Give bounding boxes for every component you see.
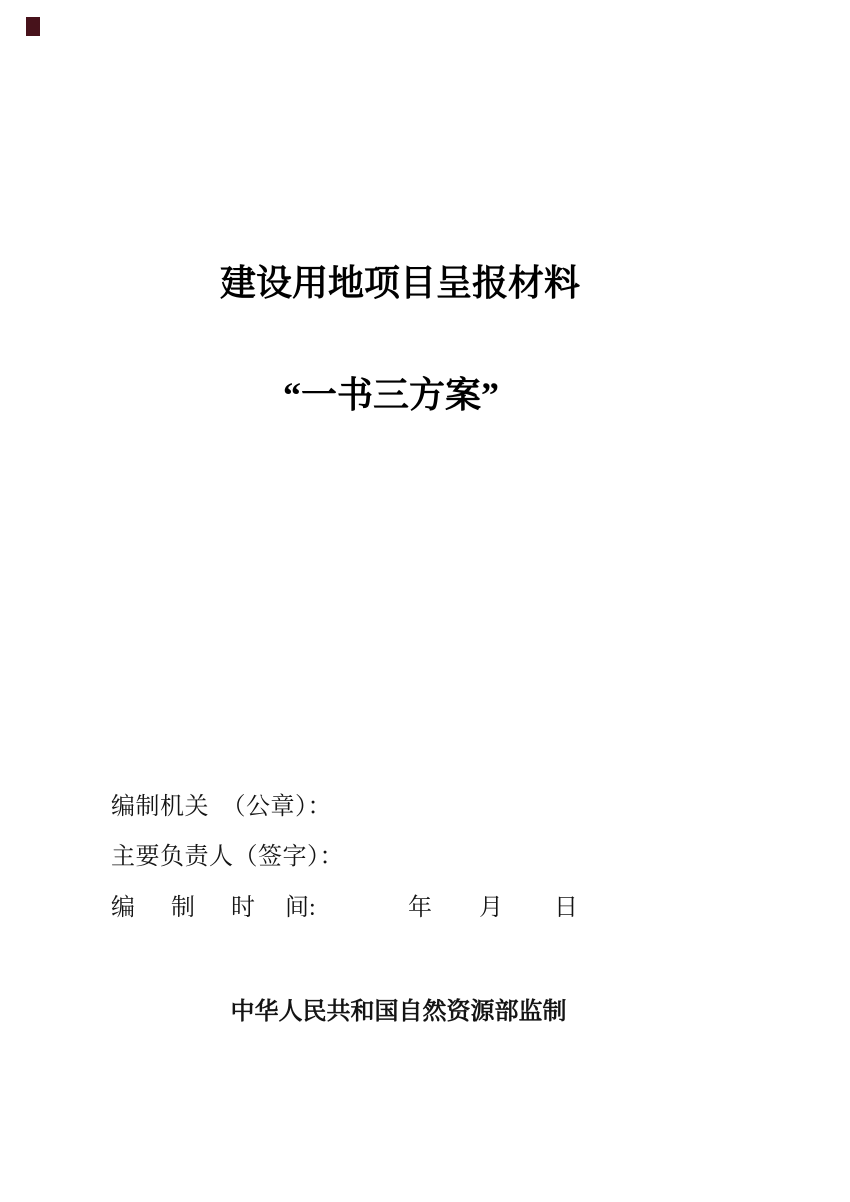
date-unit-year: 年	[408, 895, 432, 921]
document-subtitle: “一书三方案”	[282, 375, 499, 415]
document-title: 建设用地项目呈报材料	[219, 263, 580, 303]
date-label-char-3: 时	[231, 895, 255, 921]
date-label-char-2: 制	[171, 895, 195, 921]
scan-artifact-mark	[26, 17, 40, 36]
date-label-char-4: 间:	[285, 895, 316, 921]
field-responsible-person-label: 主要负责人（签字）：	[111, 844, 344, 870]
date-label-char-1: 编	[111, 895, 135, 921]
date-unit-day: 日	[554, 895, 578, 921]
field-compiling-agency-label: 编制机关 （公章）：	[111, 794, 332, 820]
date-unit-month: 月	[479, 895, 503, 921]
field-compile-date-line	[0, 893, 850, 927]
footer-imprint: 中华人民共和国自然资源部监制	[230, 999, 567, 1025]
